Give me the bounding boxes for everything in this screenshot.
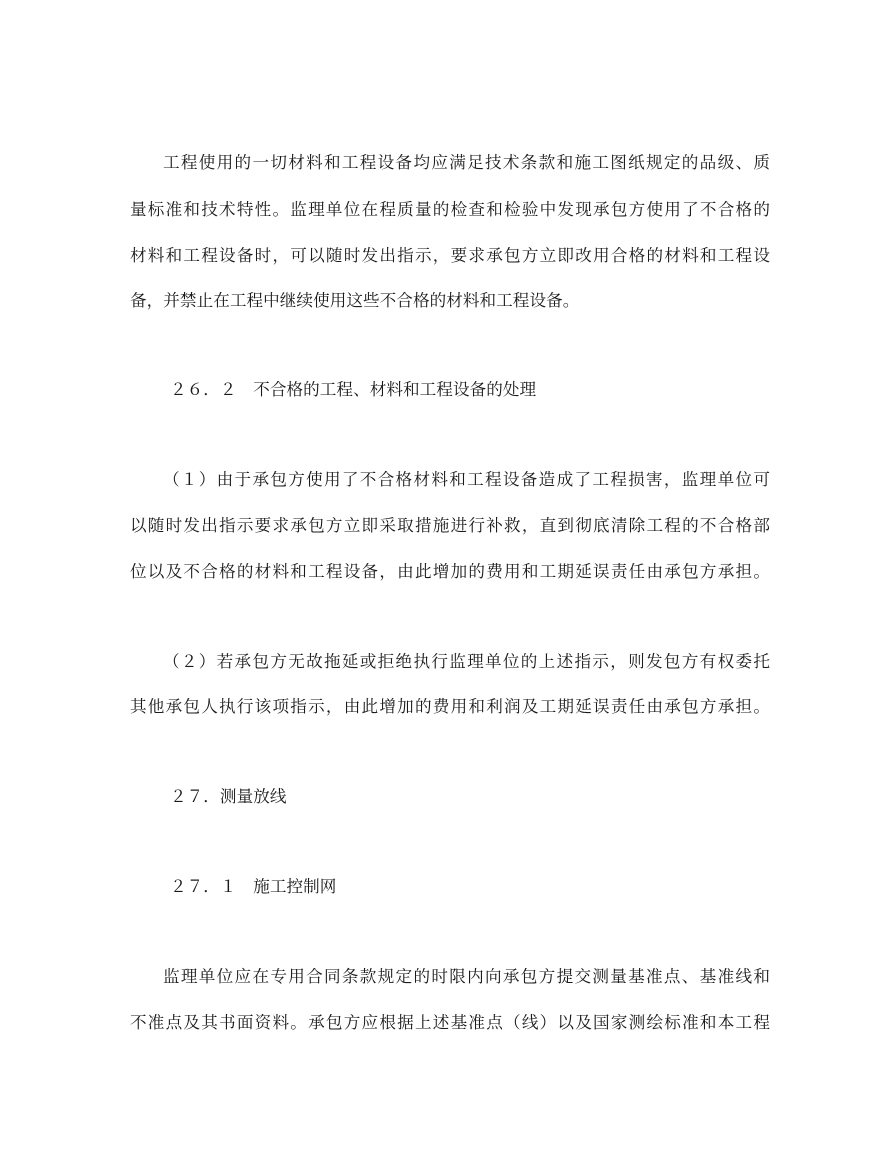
- paragraph-survey-line-2: 不准点及其书面资料。承包方应根据上述基准点（线）以及国家测绘标准和本工程: [130, 1013, 770, 1032]
- paragraph-item-1-line-3: 位以及不合格的材料和工程设备，由此增加的费用和工期延误责任由承包方承担。: [130, 562, 770, 581]
- paragraph-materials-line-3: 材料和工程设备时，可以随时发出指示，要求承包方立即改用合格的材料和工程设: [130, 246, 770, 265]
- section-heading-26-2: ２６．２ 不合格的工程、材料和工程设备的处理: [170, 380, 537, 399]
- paragraph-materials-line-2: 量标准和技术特性。监理单位在程质量的检查和检验中发现承包方使用了不合格的: [130, 200, 770, 219]
- section-heading-27-1: ２７．１ 施工控制网: [170, 877, 337, 896]
- paragraph-item-2-line-2: 其他承包人执行该项指示，由此增加的费用和利润及工期延误责任由承包方承担。: [130, 697, 770, 716]
- paragraph-materials-line-1: 工程使用的一切材料和工程设备均应满足技术条款和施工图纸规定的品级、质: [163, 153, 770, 172]
- section-heading-27: ２７．测量放线: [170, 787, 287, 806]
- paragraph-item-1-line-2: 以随时发出指示要求承包方立即采取措施进行补救，直到彻底清除工程的不合格部: [130, 516, 770, 535]
- paragraph-item-1-line-1: （１）由于承包方使用了不合格材料和工程设备造成了工程损害，监理单位可: [163, 470, 770, 489]
- paragraph-materials-line-4: 备，并禁止在工程中继续使用这些不合格的材料和工程设备。: [130, 291, 580, 310]
- paragraph-item-2-line-1: （２）若承包方无故拖延或拒绝执行监理单位的上述指示，则发包方有权委托: [163, 652, 770, 671]
- paragraph-survey-line-1: 监理单位应在专用合同条款规定的时限内向承包方提交测量基准点、基准线和: [163, 967, 770, 986]
